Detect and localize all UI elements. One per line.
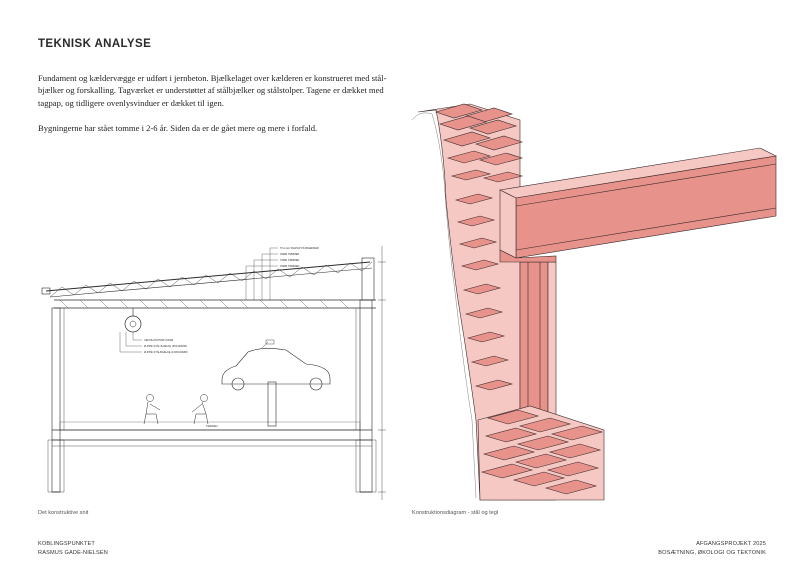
floor-label: TERRÆN <box>206 425 218 428</box>
column-label-3: Ø-PIPE STÅLBJÆLKE (100X100MM) <box>144 351 188 354</box>
roof-label-4: 45MM TØMMER <box>280 265 300 268</box>
paragraph-construction: Fundament og kældervægge er udført i jernbeton. Bjælkelaget over kælderen er konstrueret med stål-bjælker og forskalling. Tagværket er understøttet af stålbjælker og stålstolper. Tagene er dækket med tagpap, og tidligere ovenlysvinduer er dækket til igen. <box>38 73 387 108</box>
project-theme: BOSÆTNING, ØKOLOGI OG TEKTONIK <box>658 550 766 556</box>
footer-left <box>38 540 108 558</box>
roof-label-1: TO-LAG TAGPAP PÅ BRÆDDER <box>280 247 319 250</box>
section-caption: Det konstruktive snit <box>38 510 89 516</box>
footer-right <box>658 540 766 558</box>
roof-label-2: 45MM TØMMER <box>280 253 300 256</box>
column-label-2: Ø-PIPE STÅL BJÆLKE (50X100MM) <box>144 345 187 348</box>
body-text <box>38 72 398 146</box>
author-name: RASMUS GADE-NIELSEN <box>38 550 108 556</box>
column-label-1: VENTILATIONSSYSTEM <box>144 339 174 342</box>
diagram-caption: Konstruktionsdiagram - stål og tegl <box>412 510 499 516</box>
project-name: KOBLINGSPUNKTET <box>38 541 95 547</box>
project-type: AFGANGSPROJEKT 2025 <box>696 541 766 547</box>
roof-label-3: 75MM TØMMER <box>280 259 300 262</box>
page-title: TEKNISK ANALYSE <box>38 38 152 50</box>
paragraph-condition: Bygningerne har stået tomme i 2-6 år. Siden da er de gået mere og mere i forfald. <box>38 122 318 133</box>
